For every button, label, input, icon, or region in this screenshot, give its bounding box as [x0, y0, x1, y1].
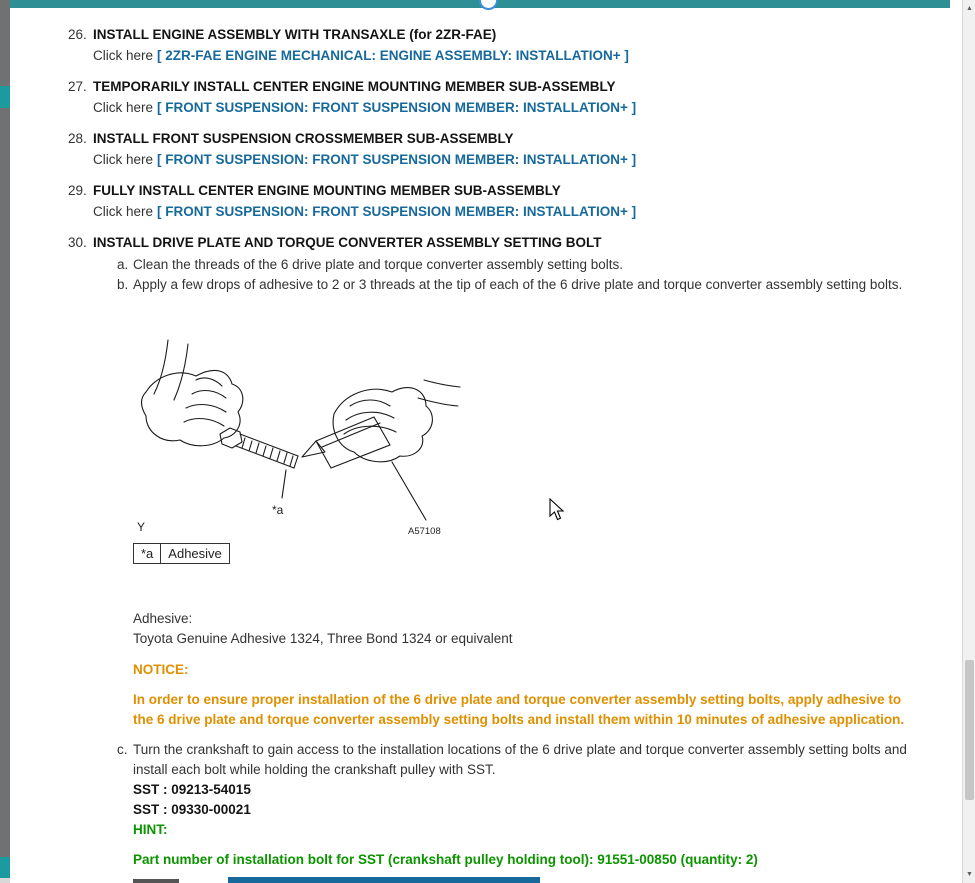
figure-id-code: A57108 [408, 526, 441, 537]
step-26-click-line [93, 47, 629, 64]
step-28 [68, 130, 514, 147]
scrollbar-thumb[interactable] [965, 660, 974, 800]
sst-number-2: SST : 09330-00021 [133, 802, 251, 817]
figure-callout-a: *a [272, 503, 284, 517]
step-title: TEMPORARILY INSTALL CENTER ENGINE MOUNTING MEMBER SUB-ASSEMBLY [93, 79, 616, 94]
hint-label: HINT: [133, 822, 168, 837]
adhesive-application-figure [126, 336, 471, 541]
sub-item-letter: c. [117, 742, 128, 757]
step-number: 30. [68, 235, 87, 250]
legend-key-cell: *a [134, 544, 161, 564]
sub-item-text: Turn the crankshaft to gain access to the installation locations of the 6 drive plate and torque converter assembly setting bolts and install each bolt while holding the crankshaft pulley with SST. [133, 742, 907, 777]
step-number: 27. [68, 79, 87, 94]
step-title: INSTALL ENGINE ASSEMBLY WITH TRANSAXLE (for 2ZR-FAE) [93, 27, 497, 42]
link-front-suspension-member-installation[interactable]: [ FRONT SUSPENSION: FRONT SUSPENSION MEMBER: INSTALLATION+ ] [157, 152, 637, 167]
step-26 [68, 26, 496, 43]
notice-label: NOTICE: [133, 662, 189, 677]
adhesive-spec: Toyota Genuine Adhesive 1324, Three Bond 1324 or equivalent [133, 631, 513, 646]
click-here-label: Click here [93, 48, 154, 63]
sub-item-text: Apply a few drops of adhesive to 2 or 3 threads at the tip of each of the 6 drive plate and torque converter assembly setting bolts. [133, 277, 903, 292]
clipped-text-fragment [133, 879, 179, 883]
click-here-label: Click here [93, 204, 154, 219]
step-30-item-a [117, 255, 947, 275]
step-29-click-line [93, 203, 636, 220]
step-30-item-b [117, 275, 923, 295]
sub-item-letter: a. [117, 257, 129, 272]
step-27-click-line [93, 99, 636, 116]
step-number: 26. [68, 27, 87, 42]
figure-legend-table [133, 543, 230, 564]
mouse-cursor-icon [549, 498, 567, 522]
vertical-scrollbar[interactable] [962, 0, 975, 883]
scroll-up-icon: ▲ [966, 5, 973, 12]
figure-y-label: Y [137, 520, 146, 534]
step-title: FULLY INSTALL CENTER ENGINE MOUNTING MEMBER SUB-ASSEMBLY [93, 183, 561, 198]
sst-number-1: SST : 09213-54015 [133, 782, 251, 797]
left-panel-accent-top [0, 86, 10, 108]
left-panel-accent-bottom [0, 857, 10, 878]
legend-value-cell: Adhesive [161, 544, 229, 564]
scroll-down-button[interactable] [963, 866, 975, 883]
adhesive-title: Adhesive: [133, 611, 193, 626]
step-30-item-c [117, 740, 941, 780]
scroll-down-icon: ▼ [966, 871, 973, 878]
hint-text: Part number of installation bolt for SST (crankshaft pulley holding tool): 91551-00850 (quantity: 2) [133, 852, 758, 867]
step-30 [68, 234, 602, 251]
info-circle-icon[interactable] [479, 0, 498, 10]
step-title: INSTALL DRIVE PLATE AND TORQUE CONVERTER ASSEMBLY SETTING BOLT [93, 235, 602, 250]
step-28-click-line [93, 151, 636, 168]
link-front-suspension-member-installation[interactable]: [ FRONT SUSPENSION: FRONT SUSPENSION MEMBER: INSTALLATION+ ] [157, 100, 637, 115]
link-front-suspension-member-installation[interactable]: [ FRONT SUSPENSION: FRONT SUSPENSION MEMBER: INSTALLATION+ ] [157, 204, 637, 219]
link-engine-assembly-installation[interactable]: [ 2ZR-FAE ENGINE MECHANICAL: ENGINE ASSEMBLY: INSTALLATION+ ] [157, 48, 629, 63]
step-number: 29. [68, 183, 87, 198]
left-edge-panel [0, 0, 10, 883]
click-here-label: Click here [93, 152, 154, 167]
legend-row [134, 544, 230, 564]
sub-item-letter: b. [117, 277, 129, 292]
clipped-link-fragment [228, 877, 540, 883]
left-panel-corner [0, 878, 10, 883]
sub-item-text: Clean the threads of the 6 drive plate and torque converter assembly setting bolts. [133, 257, 624, 272]
step-title: INSTALL FRONT SUSPENSION CROSSMEMBER SUB-ASSEMBLY [93, 131, 514, 146]
step-number: 28. [68, 131, 87, 146]
notice-text: In order to ensure proper installation of the 6 drive plate and torque converter assembly setting bolts, apply adhesive to the 6 drive plate and torque converter assembly setting bolts and install them within 10 minutes of adhesive application. [133, 692, 905, 727]
step-27 [68, 78, 616, 95]
scroll-up-button[interactable] [963, 0, 975, 17]
step-29 [68, 182, 561, 199]
click-here-label: Click here [93, 100, 154, 115]
